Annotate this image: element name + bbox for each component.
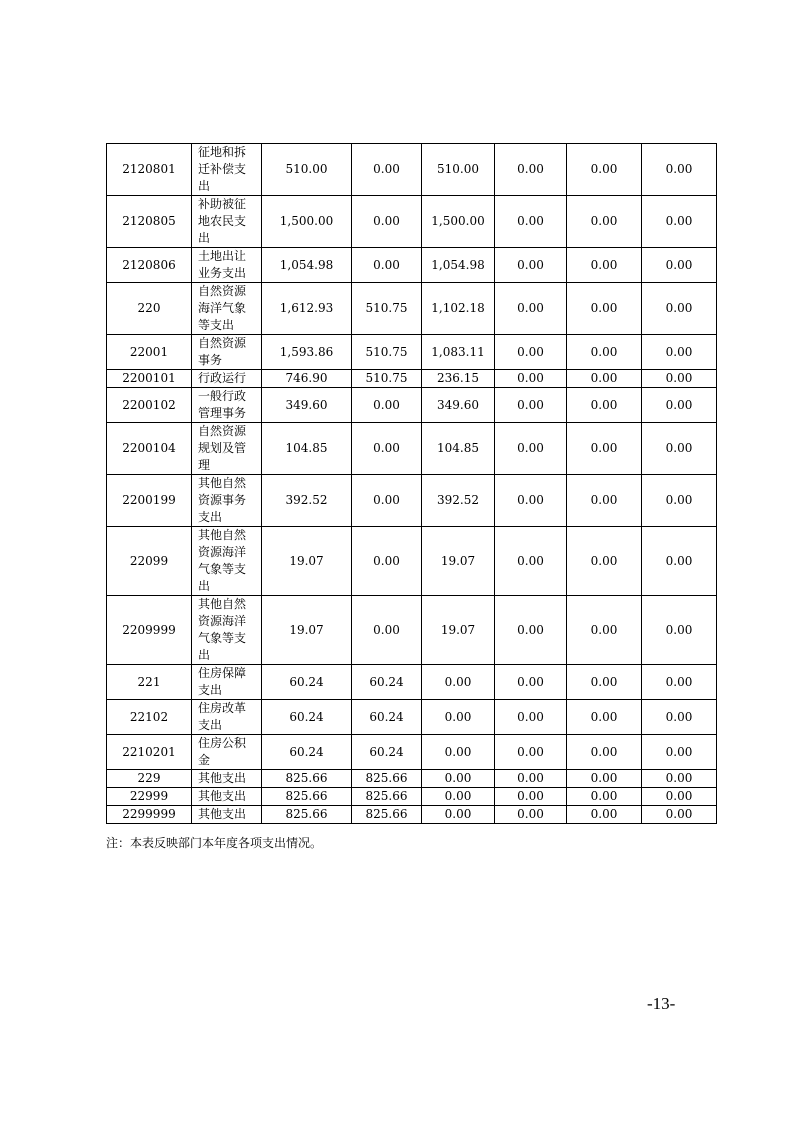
- table-row: [107, 388, 717, 423]
- value-cell: 0.00: [642, 335, 717, 370]
- table-row: [107, 527, 717, 596]
- value-cell: 19.07: [262, 596, 352, 665]
- value-cell: 0.00: [567, 370, 642, 388]
- table-row: [107, 196, 717, 248]
- value-cell: 1,500.00: [422, 196, 495, 248]
- value-cell: 510.75: [352, 283, 422, 335]
- value-cell: 0.00: [352, 423, 422, 475]
- value-cell: 0.00: [495, 596, 567, 665]
- table-row: [107, 370, 717, 388]
- value-cell: 0.00: [495, 196, 567, 248]
- value-cell: 104.85: [422, 423, 495, 475]
- name-cell: 其他支出: [192, 770, 262, 788]
- value-cell: 60.24: [352, 665, 422, 700]
- name-cell: 自然资源规划及管理: [192, 423, 262, 475]
- value-cell: 0.00: [567, 596, 642, 665]
- table-row: [107, 335, 717, 370]
- code-cell: 2299999: [107, 806, 192, 824]
- value-cell: 510.75: [352, 335, 422, 370]
- value-cell: 0.00: [642, 475, 717, 527]
- value-cell: 0.00: [422, 700, 495, 735]
- value-cell: 0.00: [642, 423, 717, 475]
- value-cell: 349.60: [422, 388, 495, 423]
- value-cell: 1,054.98: [422, 248, 495, 283]
- expenditure-table: [106, 143, 717, 824]
- code-cell: 2209999: [107, 596, 192, 665]
- value-cell: 510.00: [422, 144, 495, 196]
- value-cell: 746.90: [262, 370, 352, 388]
- name-cell: 其他自然资源事务支出: [192, 475, 262, 527]
- value-cell: 60.24: [262, 700, 352, 735]
- value-cell: 0.00: [567, 735, 642, 770]
- table-row: [107, 770, 717, 788]
- value-cell: 0.00: [642, 196, 717, 248]
- name-cell: 其他自然资源海洋气象等支出: [192, 527, 262, 596]
- value-cell: 0.00: [495, 735, 567, 770]
- value-cell: 0.00: [642, 248, 717, 283]
- value-cell: 0.00: [352, 475, 422, 527]
- table-row: [107, 700, 717, 735]
- value-cell: 0.00: [567, 665, 642, 700]
- value-cell: 1,612.93: [262, 283, 352, 335]
- value-cell: 60.24: [352, 700, 422, 735]
- code-cell: 22099: [107, 527, 192, 596]
- table-row: [107, 248, 717, 283]
- name-cell: 土地出让业务支出: [192, 248, 262, 283]
- value-cell: 0.00: [567, 475, 642, 527]
- value-cell: 825.66: [262, 806, 352, 824]
- value-cell: 0.00: [495, 806, 567, 824]
- value-cell: 0.00: [422, 770, 495, 788]
- value-cell: 510.00: [262, 144, 352, 196]
- page-number: -13-: [647, 994, 676, 1013]
- value-cell: 510.75: [352, 370, 422, 388]
- value-cell: 1,500.00: [262, 196, 352, 248]
- table-body: [107, 144, 717, 824]
- value-cell: 19.07: [262, 527, 352, 596]
- name-cell: 征地和拆迁补偿支出: [192, 144, 262, 196]
- name-cell: 其他支出: [192, 788, 262, 806]
- value-cell: 0.00: [642, 770, 717, 788]
- value-cell: 825.66: [352, 770, 422, 788]
- code-cell: 220: [107, 283, 192, 335]
- table-row: [107, 283, 717, 335]
- value-cell: 392.52: [262, 475, 352, 527]
- value-cell: 0.00: [642, 700, 717, 735]
- value-cell: 0.00: [422, 665, 495, 700]
- value-cell: 0.00: [422, 788, 495, 806]
- value-cell: 0.00: [352, 527, 422, 596]
- value-cell: 0.00: [567, 806, 642, 824]
- table-row: [107, 144, 717, 196]
- code-cell: 2200102: [107, 388, 192, 423]
- value-cell: 19.07: [422, 596, 495, 665]
- name-cell: 补助被征地农民支出: [192, 196, 262, 248]
- code-cell: 22001: [107, 335, 192, 370]
- value-cell: 0.00: [495, 335, 567, 370]
- table-row: [107, 806, 717, 824]
- value-cell: 104.85: [262, 423, 352, 475]
- value-cell: 0.00: [642, 527, 717, 596]
- name-cell: 住房公积金: [192, 735, 262, 770]
- value-cell: 825.66: [352, 788, 422, 806]
- value-cell: 0.00: [495, 248, 567, 283]
- value-cell: 0.00: [642, 596, 717, 665]
- table-row: [107, 596, 717, 665]
- value-cell: 0.00: [495, 370, 567, 388]
- value-cell: 19.07: [422, 527, 495, 596]
- table-row: [107, 475, 717, 527]
- value-cell: 825.66: [352, 806, 422, 824]
- value-cell: 0.00: [642, 388, 717, 423]
- name-cell: 其他支出: [192, 806, 262, 824]
- value-cell: 0.00: [567, 283, 642, 335]
- value-cell: 0.00: [495, 665, 567, 700]
- value-cell: 1,593.86: [262, 335, 352, 370]
- table-row: [107, 423, 717, 475]
- value-cell: 0.00: [567, 700, 642, 735]
- value-cell: 0.00: [642, 144, 717, 196]
- value-cell: 0.00: [567, 144, 642, 196]
- value-cell: 0.00: [495, 700, 567, 735]
- value-cell: 0.00: [495, 423, 567, 475]
- value-cell: 0.00: [567, 196, 642, 248]
- value-cell: 0.00: [422, 735, 495, 770]
- value-cell: 1,102.18: [422, 283, 495, 335]
- value-cell: 0.00: [495, 788, 567, 806]
- value-cell: 0.00: [422, 806, 495, 824]
- value-cell: 0.00: [567, 527, 642, 596]
- value-cell: 0.00: [567, 248, 642, 283]
- value-cell: 0.00: [352, 596, 422, 665]
- value-cell: 0.00: [642, 370, 717, 388]
- value-cell: 236.15: [422, 370, 495, 388]
- name-cell: 行政运行: [192, 370, 262, 388]
- code-cell: 2120805: [107, 196, 192, 248]
- value-cell: 0.00: [567, 388, 642, 423]
- table-row: [107, 665, 717, 700]
- code-cell: 22999: [107, 788, 192, 806]
- value-cell: 0.00: [567, 788, 642, 806]
- value-cell: 0.00: [495, 475, 567, 527]
- code-cell: 2210201: [107, 735, 192, 770]
- code-cell: 22102: [107, 700, 192, 735]
- value-cell: 0.00: [567, 335, 642, 370]
- value-cell: 0.00: [642, 665, 717, 700]
- value-cell: 0.00: [495, 144, 567, 196]
- name-cell: 其他自然资源海洋气象等支出: [192, 596, 262, 665]
- name-cell: 住房改革支出: [192, 700, 262, 735]
- code-cell: 229: [107, 770, 192, 788]
- value-cell: 0.00: [567, 423, 642, 475]
- code-cell: 2200199: [107, 475, 192, 527]
- value-cell: 0.00: [642, 806, 717, 824]
- value-cell: 349.60: [262, 388, 352, 423]
- name-cell: 自然资源海洋气象等支出: [192, 283, 262, 335]
- name-cell: 一般行政管理事务: [192, 388, 262, 423]
- value-cell: 825.66: [262, 770, 352, 788]
- value-cell: 60.24: [262, 735, 352, 770]
- value-cell: 60.24: [352, 735, 422, 770]
- value-cell: 0.00: [495, 283, 567, 335]
- value-cell: 0.00: [495, 770, 567, 788]
- value-cell: 0.00: [642, 735, 717, 770]
- value-cell: 825.66: [262, 788, 352, 806]
- name-cell: 住房保障支出: [192, 665, 262, 700]
- value-cell: 60.24: [262, 665, 352, 700]
- value-cell: 0.00: [642, 788, 717, 806]
- value-cell: 392.52: [422, 475, 495, 527]
- name-cell: 自然资源事务: [192, 335, 262, 370]
- code-cell: 2200101: [107, 370, 192, 388]
- value-cell: 0.00: [642, 283, 717, 335]
- value-cell: 0.00: [352, 144, 422, 196]
- code-cell: 2120801: [107, 144, 192, 196]
- code-cell: 2120806: [107, 248, 192, 283]
- code-cell: 221: [107, 665, 192, 700]
- value-cell: 1,083.11: [422, 335, 495, 370]
- value-cell: 0.00: [495, 527, 567, 596]
- table-row: [107, 735, 717, 770]
- value-cell: 0.00: [352, 248, 422, 283]
- table-note: 注：本表反映部门本年度各项支出情况。: [106, 836, 323, 850]
- value-cell: 1,054.98: [262, 248, 352, 283]
- table-row: [107, 788, 717, 806]
- value-cell: 0.00: [495, 388, 567, 423]
- value-cell: 0.00: [352, 196, 422, 248]
- value-cell: 0.00: [352, 388, 422, 423]
- code-cell: 2200104: [107, 423, 192, 475]
- value-cell: 0.00: [567, 770, 642, 788]
